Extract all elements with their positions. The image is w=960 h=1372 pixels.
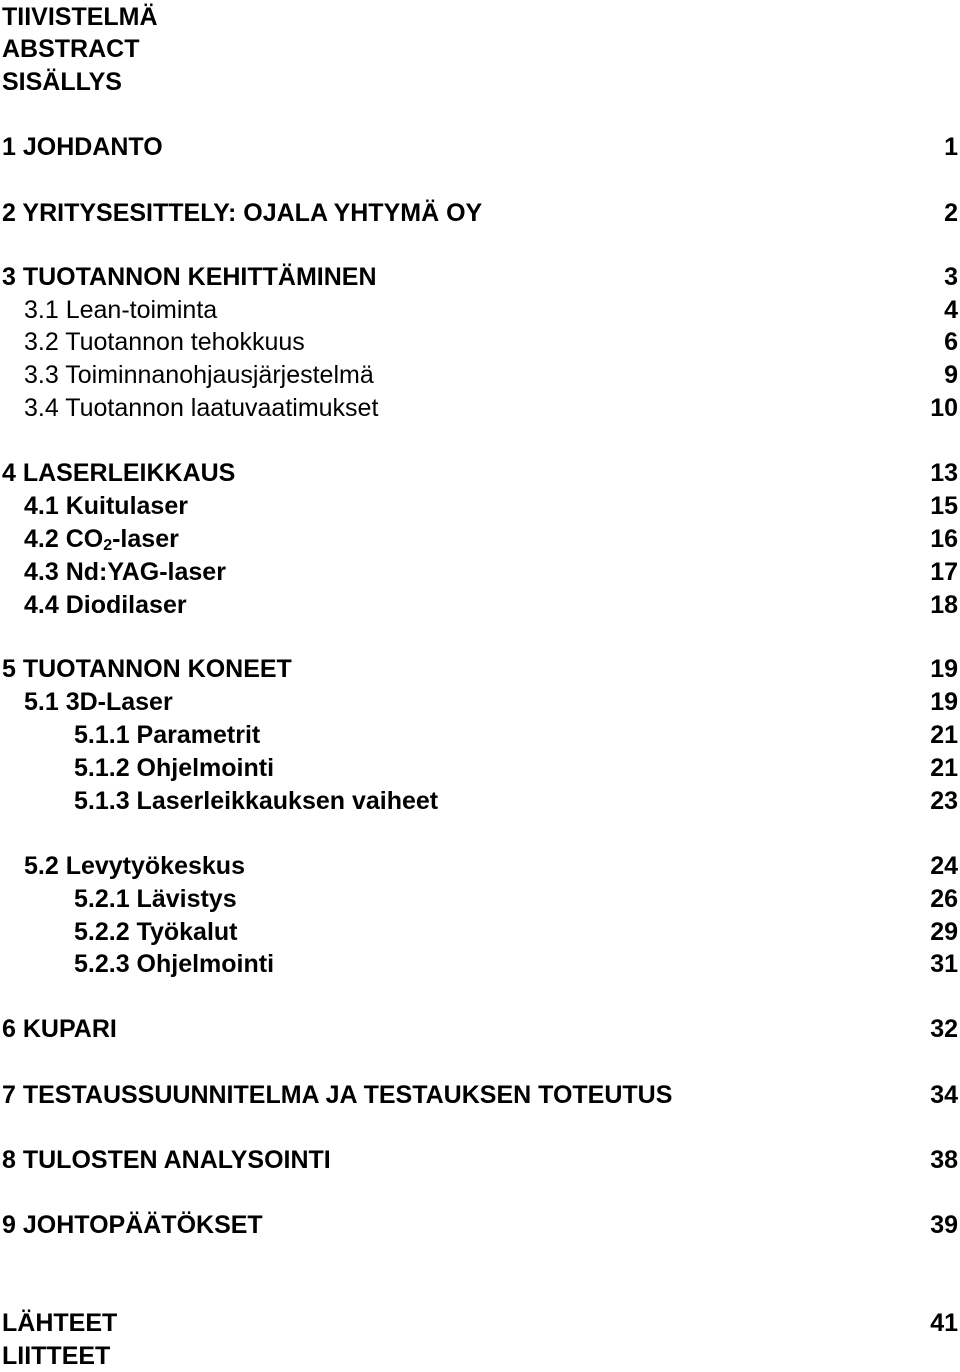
- toc-entry-title: LÄHTEET: [2, 1309, 118, 1337]
- toc-entry-page: 39: [930, 1211, 958, 1239]
- toc-entry-page: 9: [944, 361, 958, 389]
- toc-entry-title: 4 LASERLEIKKAUS: [2, 459, 236, 487]
- toc-entry-title: 3.3 Toiminnanohjausjärjestelmä: [24, 361, 374, 389]
- toc-entry-title: 5.1.2 Ohjelmointi: [74, 754, 275, 782]
- toc-entry-page: 23: [930, 787, 958, 815]
- toc-entry-title: 7 TESTAUSSUUNNITELMA JA TESTAUKSEN TOTEUTUS: [2, 1081, 673, 1109]
- toc-entry-page: 21: [930, 721, 958, 749]
- toc-entry-abstract: [2, 33, 958, 65]
- toc-entry-8: [2, 1144, 958, 1176]
- toc-entry-5: [2, 653, 958, 685]
- toc-entry-4-1: [2, 490, 958, 522]
- toc-entry-sisallys: [2, 66, 958, 98]
- toc-entry-7: [2, 1079, 958, 1111]
- toc-entry-page: 16: [930, 525, 958, 553]
- toc-entry-3-1: [2, 294, 958, 326]
- toc-entry-title: 5.1.3 Laserleikkauksen vaiheet: [74, 787, 439, 815]
- toc-entry-4-3: [2, 556, 958, 588]
- toc-entry-page: 10: [930, 394, 958, 422]
- toc-entry-5-2-2: [2, 916, 958, 948]
- toc-entry-1: [2, 131, 958, 163]
- toc-entry-4-2: [2, 523, 958, 555]
- toc-entry-page: 41: [930, 1309, 958, 1337]
- toc-entry-page: 32: [930, 1015, 958, 1043]
- toc-entry-page: 6: [944, 328, 958, 356]
- toc-entry-title: 4.1 Kuitulaser: [24, 492, 188, 520]
- toc-entry-page: 26: [930, 885, 958, 913]
- toc-entry-title: 6 KUPARI: [2, 1015, 117, 1043]
- toc-entry-page: 19: [930, 655, 958, 683]
- toc-entry-title-suffix: -laser: [112, 525, 179, 553]
- toc-entry-title: 5.1 3D-Laser: [24, 688, 173, 716]
- toc-entry-3-3: [2, 359, 958, 391]
- toc-entry-page: 3: [944, 263, 958, 291]
- toc-entry-title: 5.2 Levytyökeskus: [24, 852, 245, 880]
- toc-entry-page: 2: [944, 199, 958, 227]
- toc-entry-3-4: [2, 392, 958, 424]
- toc-entry-page: 24: [930, 852, 958, 880]
- toc-entry-page: 29: [930, 918, 958, 946]
- toc-entry-page: 15: [930, 492, 958, 520]
- toc-entry-lahteet: [2, 1307, 958, 1339]
- toc-entry-title: 3 TUOTANNON KEHITTÄMINEN: [2, 263, 377, 291]
- toc-entry-tiivistelma: [2, 1, 958, 33]
- toc-entry-title: 8 TULOSTEN ANALYSOINTI: [2, 1146, 331, 1174]
- toc-entry-page: 4: [944, 296, 958, 324]
- toc-entry-title: 5.1.1 Parametrit: [74, 721, 261, 749]
- toc-entry-page: 31: [930, 950, 958, 978]
- toc-entry-6: [2, 1013, 958, 1045]
- toc-entry-5-1: [2, 686, 958, 718]
- toc-entry-5-2: [2, 850, 958, 882]
- toc-entry-title: 5.2.3 Ohjelmointi: [74, 950, 275, 978]
- toc-entry-page: 38: [930, 1146, 958, 1174]
- toc-entry-page: 1: [944, 133, 958, 161]
- toc-entry-title: 5.2.1 Lävistys: [74, 885, 237, 913]
- toc-entry-title: 4.3 Nd:YAG-laser: [24, 558, 226, 586]
- toc-entry-title: 3.2 Tuotannon tehokkuus: [24, 328, 305, 356]
- toc-entry-liitteet: [2, 1340, 958, 1372]
- toc-entry-5-1-1: [2, 719, 958, 751]
- toc-entry-title: TIIVISTELMÄ: [2, 3, 158, 31]
- toc-entry-4-4: [2, 589, 958, 621]
- toc-entry-page: 19: [930, 688, 958, 716]
- toc-entry-title: ABSTRACT: [2, 35, 140, 63]
- toc-entry-5-1-3: [2, 785, 958, 817]
- toc-entry-title: SISÄLLYS: [2, 68, 122, 96]
- toc-entry-3-2: [2, 326, 958, 358]
- toc-entry-title: 3.4 Tuotannon laatuvaatimukset: [24, 394, 379, 422]
- toc-entry-5-2-3: [2, 948, 958, 980]
- toc-entry-title: 5.2.2 Työkalut: [74, 918, 238, 946]
- toc-entry-page: 18: [930, 591, 958, 619]
- toc-entry-page: 34: [930, 1081, 958, 1109]
- toc-entry-5-2-1: [2, 883, 958, 915]
- toc-entry-title: 9 JOHTOPÄÄTÖKSET: [2, 1211, 263, 1239]
- toc-entry-page: 21: [930, 754, 958, 782]
- toc-entry-page: 13: [930, 459, 958, 487]
- toc-entry-title: 3.1 Lean-toiminta: [24, 296, 218, 324]
- toc-entry-3: [2, 261, 958, 293]
- toc-entry-4: [2, 457, 958, 489]
- toc-entry-title: 1 JOHDANTO: [2, 133, 163, 161]
- toc-entry-page: 17: [930, 558, 958, 586]
- toc-entry-2: [2, 197, 958, 229]
- toc-entry-title: 4.4 Diodilaser: [24, 591, 187, 619]
- toc-entry-9: [2, 1209, 958, 1241]
- toc-entry-title-subscript: 2: [103, 537, 113, 554]
- toc-entry-title-prefix: 4.2 CO: [24, 525, 104, 553]
- toc-entry-title: 5 TUOTANNON KONEET: [2, 655, 292, 683]
- toc-entry-title: 2 YRITYSESITTELY: OJALA YHTYMÄ OY: [2, 199, 483, 227]
- toc-entry-5-1-2: [2, 752, 958, 784]
- toc-entry-title: LIITTEET: [2, 1342, 111, 1370]
